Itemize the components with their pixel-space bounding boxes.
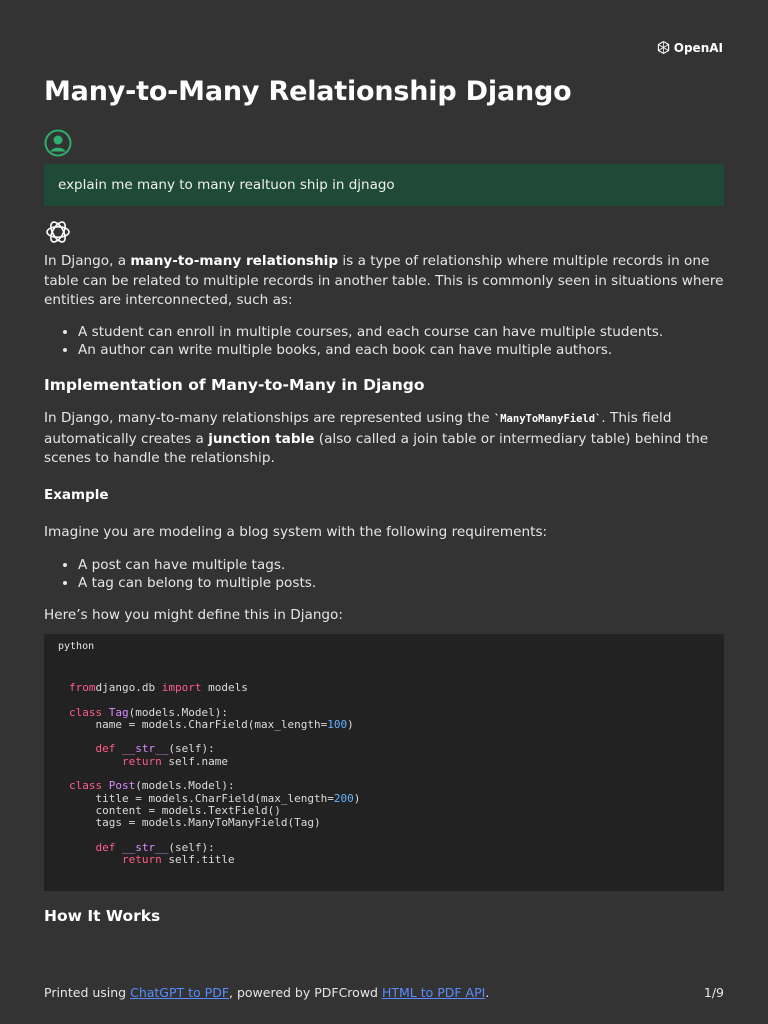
bold-term: junction table [208, 430, 315, 447]
chatgpt-logo-icon [44, 218, 72, 246]
code-token: class [69, 779, 103, 793]
page-number: 1/9 [703, 985, 724, 1000]
list-item: • An author can write multiple books, and each book can have multiple authors. [78, 341, 724, 360]
code-token [115, 742, 122, 755]
code-token [102, 706, 109, 719]
openai-logo-icon [656, 40, 671, 55]
intro-bullet-list [44, 323, 724, 360]
code-token: from [69, 681, 96, 694]
example-paragraph: Imagine you are modeling a blog system with the following requirements: [44, 524, 548, 540]
code-token [69, 853, 122, 866]
code-token [115, 841, 122, 854]
intro-paragraph: In Django, a many-to-many relationship is a type of relationship where multiple records in one table can be related to multiple records in another table. This is commonly seen in situations where entities are interconnected, such as: [44, 253, 724, 308]
brand-name: OpenAI [673, 40, 723, 55]
page-title: Many-to-Many Relationship Django [44, 76, 572, 107]
section-heading-example: Example [44, 486, 109, 503]
code-token [69, 755, 122, 768]
code-token: tags = models.ManyToManyField(Tag) [69, 816, 321, 830]
user-avatar-icon [44, 129, 72, 157]
code-line [69, 742, 215, 755]
list-item: • A tag can belong to multiple posts. [78, 574, 724, 593]
code-token: return [121, 754, 162, 768]
code-token: django.db [95, 681, 162, 694]
code-token: def [95, 742, 116, 756]
code-token: __str__ [122, 742, 169, 756]
code-token: return [121, 853, 162, 867]
bold-term: many-to-many relationship [130, 253, 339, 269]
code-token [102, 779, 109, 792]
code-token: 100 [327, 717, 348, 731]
section-heading-how-it-works: How It Works [44, 907, 161, 925]
code-token: (self): [168, 840, 215, 854]
code-line [69, 755, 228, 768]
footer [44, 985, 724, 1000]
example-lead-paragraph: Here’s how you might define this in Django: [44, 606, 343, 623]
code-token: (models.Model): [135, 779, 235, 793]
code-token: 200 [333, 791, 354, 805]
html-to-pdf-api-link[interactable]: HTML to PDF API [381, 985, 486, 1000]
code-block [44, 634, 724, 891]
inline-code: `ManyToManyField` [493, 413, 602, 425]
code-token: (models.Model): [128, 705, 228, 719]
list-item: • A post can have multiple tags. [78, 556, 724, 575]
code-token: class [69, 705, 103, 719]
code-token [69, 841, 96, 854]
user-message-text: explain me many to many realtuon ship in djnago [58, 177, 395, 193]
code-line [69, 792, 360, 805]
code-token: (self): [168, 742, 215, 756]
code-line [69, 804, 281, 817]
code-line [69, 853, 235, 866]
code-token: ) [353, 791, 361, 805]
code-language-label: python [58, 641, 95, 652]
code-token: ) [347, 717, 354, 731]
user-message-bubble [44, 164, 724, 206]
code-line [69, 718, 354, 731]
code-line [69, 681, 248, 694]
code-token: import [161, 681, 202, 694]
code-token: content = models.TextField() [69, 803, 281, 817]
code-line [69, 706, 228, 719]
code-token: def [95, 840, 116, 854]
example-bullet-list [44, 556, 724, 593]
code-token: models [201, 681, 248, 694]
code-token: __str__ [122, 840, 169, 854]
code-token: self.title [161, 853, 235, 867]
code-token: title = models.CharField(max_length= [69, 791, 334, 805]
code-line [69, 779, 235, 792]
code-token: Post [108, 779, 136, 793]
code-token [69, 742, 96, 755]
assistant-response [44, 252, 724, 625]
footer-credit: Printed using ChatGPT to PDF, powered by PDFCrowd HTML to PDF API. [44, 985, 490, 1000]
code-line [69, 841, 215, 854]
section-heading-implementation: Implementation of Many-to-Many in Django [44, 375, 425, 394]
openai-brand [656, 40, 723, 55]
code-token: Tag [108, 705, 129, 719]
code-lines [69, 682, 360, 866]
implementation-paragraph: In Django, many-to-many relationships are represented using the `ManyToManyField`. This field automatically creates a junction table (also called a join table or intermediary table) behind the scenes to handle the relationship. [44, 410, 709, 466]
code-line [69, 816, 321, 829]
list-item: • A student can enroll in multiple courses, and each course can have multiple students. [78, 323, 724, 342]
chatgpt-to-pdf-link[interactable]: ChatGPT to PDF [130, 985, 230, 1000]
code-token: self.name [161, 754, 228, 768]
code-token: name = models.CharField(max_length= [69, 717, 328, 731]
